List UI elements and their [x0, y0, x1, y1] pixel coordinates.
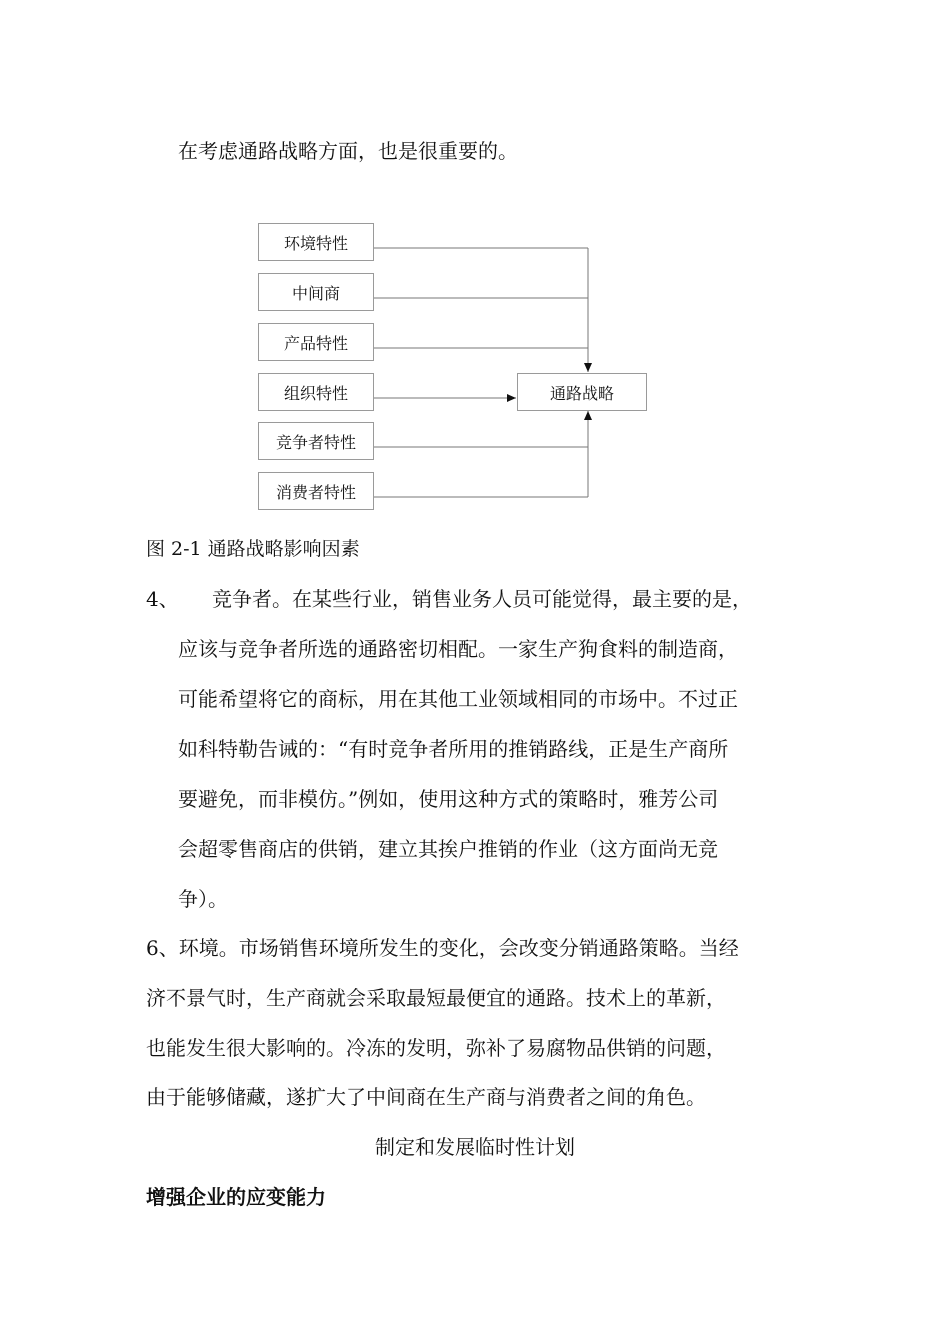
- target-box-channel-strategy: 通路战略: [517, 373, 647, 411]
- centered-title: 制定和发展临时性计划: [375, 1135, 575, 1159]
- section-heading: 增强企业的应变能力: [146, 1185, 326, 1209]
- item6-line-3: 也能发生很大影响的。冷冻的发明，弥补了易腐物品供销的问题，: [146, 1036, 726, 1060]
- item6-line-1: 6、环境。市场销售环境所发生的变化，会改变分销通路策略。当经: [146, 936, 739, 960]
- item4-line-4: 如科特勒告诫的：“有时竞争者所用的推销路线，正是生产商所: [178, 737, 729, 761]
- item6-line-4: 由于能够储藏，遂扩大了中间商在生产商与消费者之间的角色。: [146, 1085, 706, 1109]
- factor-box-product: 产品特性: [258, 323, 374, 361]
- item4-line-2: 应该与竞争者所选的通路密切相配。一家生产狗食料的制造商，: [178, 637, 738, 661]
- intro-text: 在考虑通路战略方面，也是很重要的。: [178, 139, 518, 163]
- factor-box-environment: 环境特性: [258, 223, 374, 261]
- item4-number: 4、: [146, 587, 179, 611]
- factor-box-intermediary: 中间商: [258, 273, 374, 311]
- figure-caption: 图 2-1 通路战略影响因素: [146, 538, 360, 560]
- factor-box-competitor: 竞争者特性: [258, 422, 374, 460]
- item4-line-5: 要避免，而非模仿。”例如，使用这种方式的策略时，雅芳公司: [178, 787, 719, 811]
- item4-line-3: 可能希望将它的商标，用在其他工业领域相同的市场中。不过正: [178, 687, 738, 711]
- factor-box-organization: 组织特性: [258, 373, 374, 411]
- item6-line-2: 济不景气时，生产商就会采取最短最便宜的通路。技术上的革新，: [146, 986, 726, 1010]
- factor-box-consumer: 消费者特性: [258, 472, 374, 510]
- item4-line-1: 竞争者。在某些行业，销售业务人员可能觉得，最主要的是，: [212, 587, 752, 611]
- item4-line-7: 争）。: [178, 887, 228, 911]
- item4-line-6: 会超零售商店的供销，建立其挨户推销的作业（这方面尚无竞: [178, 837, 718, 861]
